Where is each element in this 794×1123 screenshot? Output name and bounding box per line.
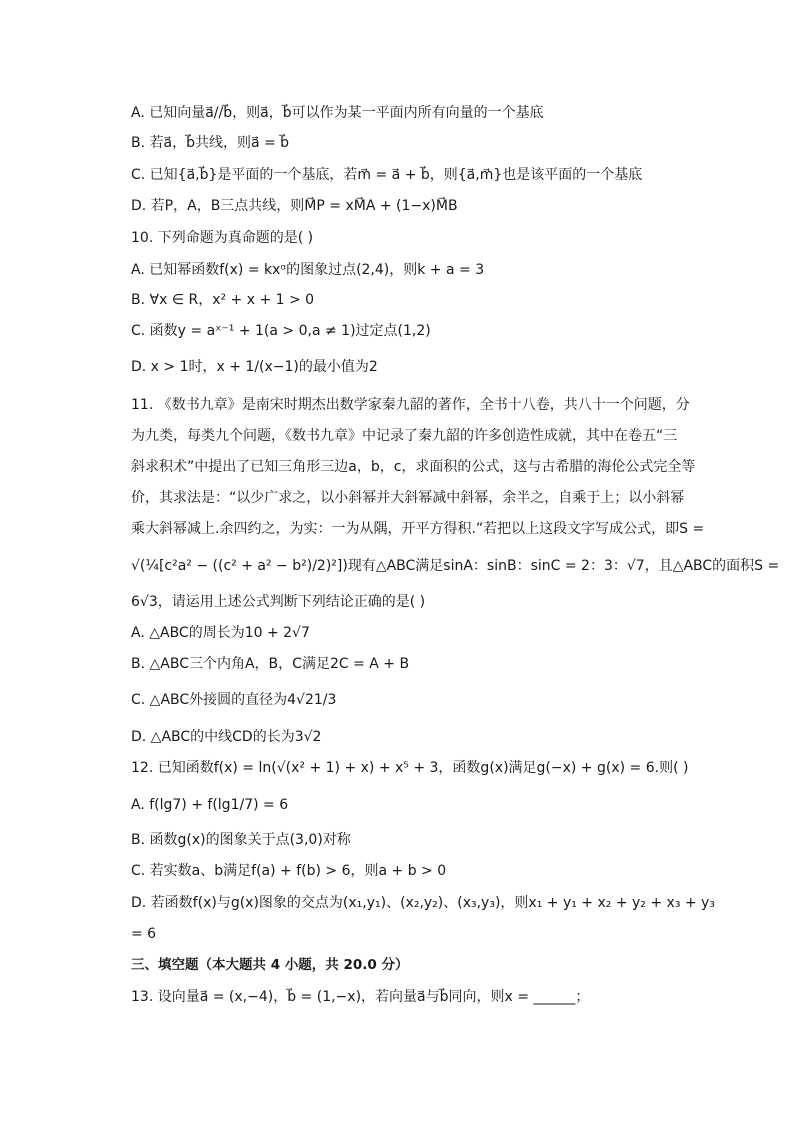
- q11-option-c: C. △ABC外接圆的直径为4√21/3: [131, 692, 337, 708]
- q9-option-b: B. 若a⃗，b⃗共线，则a⃗ = b⃗: [131, 135, 290, 151]
- q11-option-a: A. △ABC的周长为10 + 2√7: [131, 625, 310, 641]
- q9-option-d: D. 若P，A，B三点共线，则M⃗P = xM⃗A + (1−x)M⃗B: [131, 198, 458, 214]
- q9-option-a: A. 已知向量a⃗//b⃗，则a⃗，b⃗可以作为某一平面内所有向量的一个基底: [131, 105, 544, 121]
- q11-option-d: D. △ABC的中线CD的长为3√2: [131, 729, 322, 745]
- q10-option-b: B. ∀x ∈ R，x² + x + 1 > 0: [131, 292, 315, 308]
- q11-stem-line-7: 6√3，请运用上述公式判断下列结论正确的是( ): [131, 594, 426, 610]
- q11-stem-line-4: 价，其求法是：“以少广求之，以小斜幂并大斜幂减中斜幂，余半之，自乘于上；以小斜幂: [131, 490, 685, 506]
- q11-stem-line-1: 11. 《数书九章》是南宋时期杰出数学家秦九韶的著作，全书十八卷，共八十一个问题，分: [131, 397, 690, 413]
- q12-option-c: C. 若实数a、b满足f(a) + f(b) > 6，则a + b > 0: [131, 863, 447, 879]
- q11-option-b: B. △ABC三个内角A，B，C满足2C = A + B: [131, 656, 410, 672]
- q10-stem: 10. 下列命题为真命题的是( ): [131, 230, 314, 246]
- q12-option-a: A. f(lg7) + f(lg1/7) = 6: [131, 797, 289, 813]
- q12-option-b: B. 函数g(x)的图象关于点(3,0)对称: [131, 832, 351, 848]
- q12-option-d-line-2: = 6: [131, 926, 157, 942]
- q9-option-c: C. 已知{a⃗,b⃗}是平面的一个基底，若m⃗ = a⃗ + b⃗，则{a⃗,m⃗}也是该平面的一个基底: [131, 167, 643, 183]
- q13-stem: 13. 设向量a⃗ = (x,−4)，b⃗ = (1,−x)，若向量a⃗与b⃗同向，则x = ______；: [131, 989, 590, 1005]
- q12-option-d-line-1: D. 若函数f(x)与g(x)图象的交点为(x₁,y₁)、(x₂,y₂)、(x₃,y₃)，则x₁ + y₁ + x₂ + y₂ + x₃ + y₃: [131, 895, 715, 911]
- q11-formula-line: √(¼[c²a² − ((c² + a² − b²)/2)²])现有△ABC满足sinA：sinB：sinC = 2：3：√7，且△ABC的面积S =: [131, 558, 780, 574]
- section-heading-fill-in: 三、填空题（本大题共 4 小题，共 20.0 分）: [131, 957, 409, 973]
- q11-stem-line-3: 斜求积术”中提出了已知三角形三边a，b，c，求面积的公式，这与古希腊的海伦公式完全等: [131, 459, 696, 475]
- q11-stem-line-2: 为九类，每类九个问题，《数书九章》中记录了秦九韶的许多创造性成就，其中在卷五“三: [131, 428, 678, 444]
- q10-option-c: C. 函数y = aˣ⁻¹ + 1(a > 0,a ≠ 1)过定点(1,2): [131, 323, 431, 339]
- q12-stem: 12. 已知函数f(x) = ln(√(x² + 1) + x) + x⁵ + 3，函数g(x)满足g(−x) + g(x) = 6.则( ): [131, 760, 689, 776]
- q10-option-d: D. x > 1时，x + 1/(x−1)的最小值为2: [131, 359, 378, 375]
- q10-option-a: A. 已知幂函数f(x) = kxᵅ的图象过点(2,4)，则k + a = 3: [131, 262, 485, 278]
- q11-stem-line-5: 乘大斜幂减上.余四约之，为实：一为从隅，开平方得积.”若把以上这段文字写成公式，即S =: [131, 521, 705, 537]
